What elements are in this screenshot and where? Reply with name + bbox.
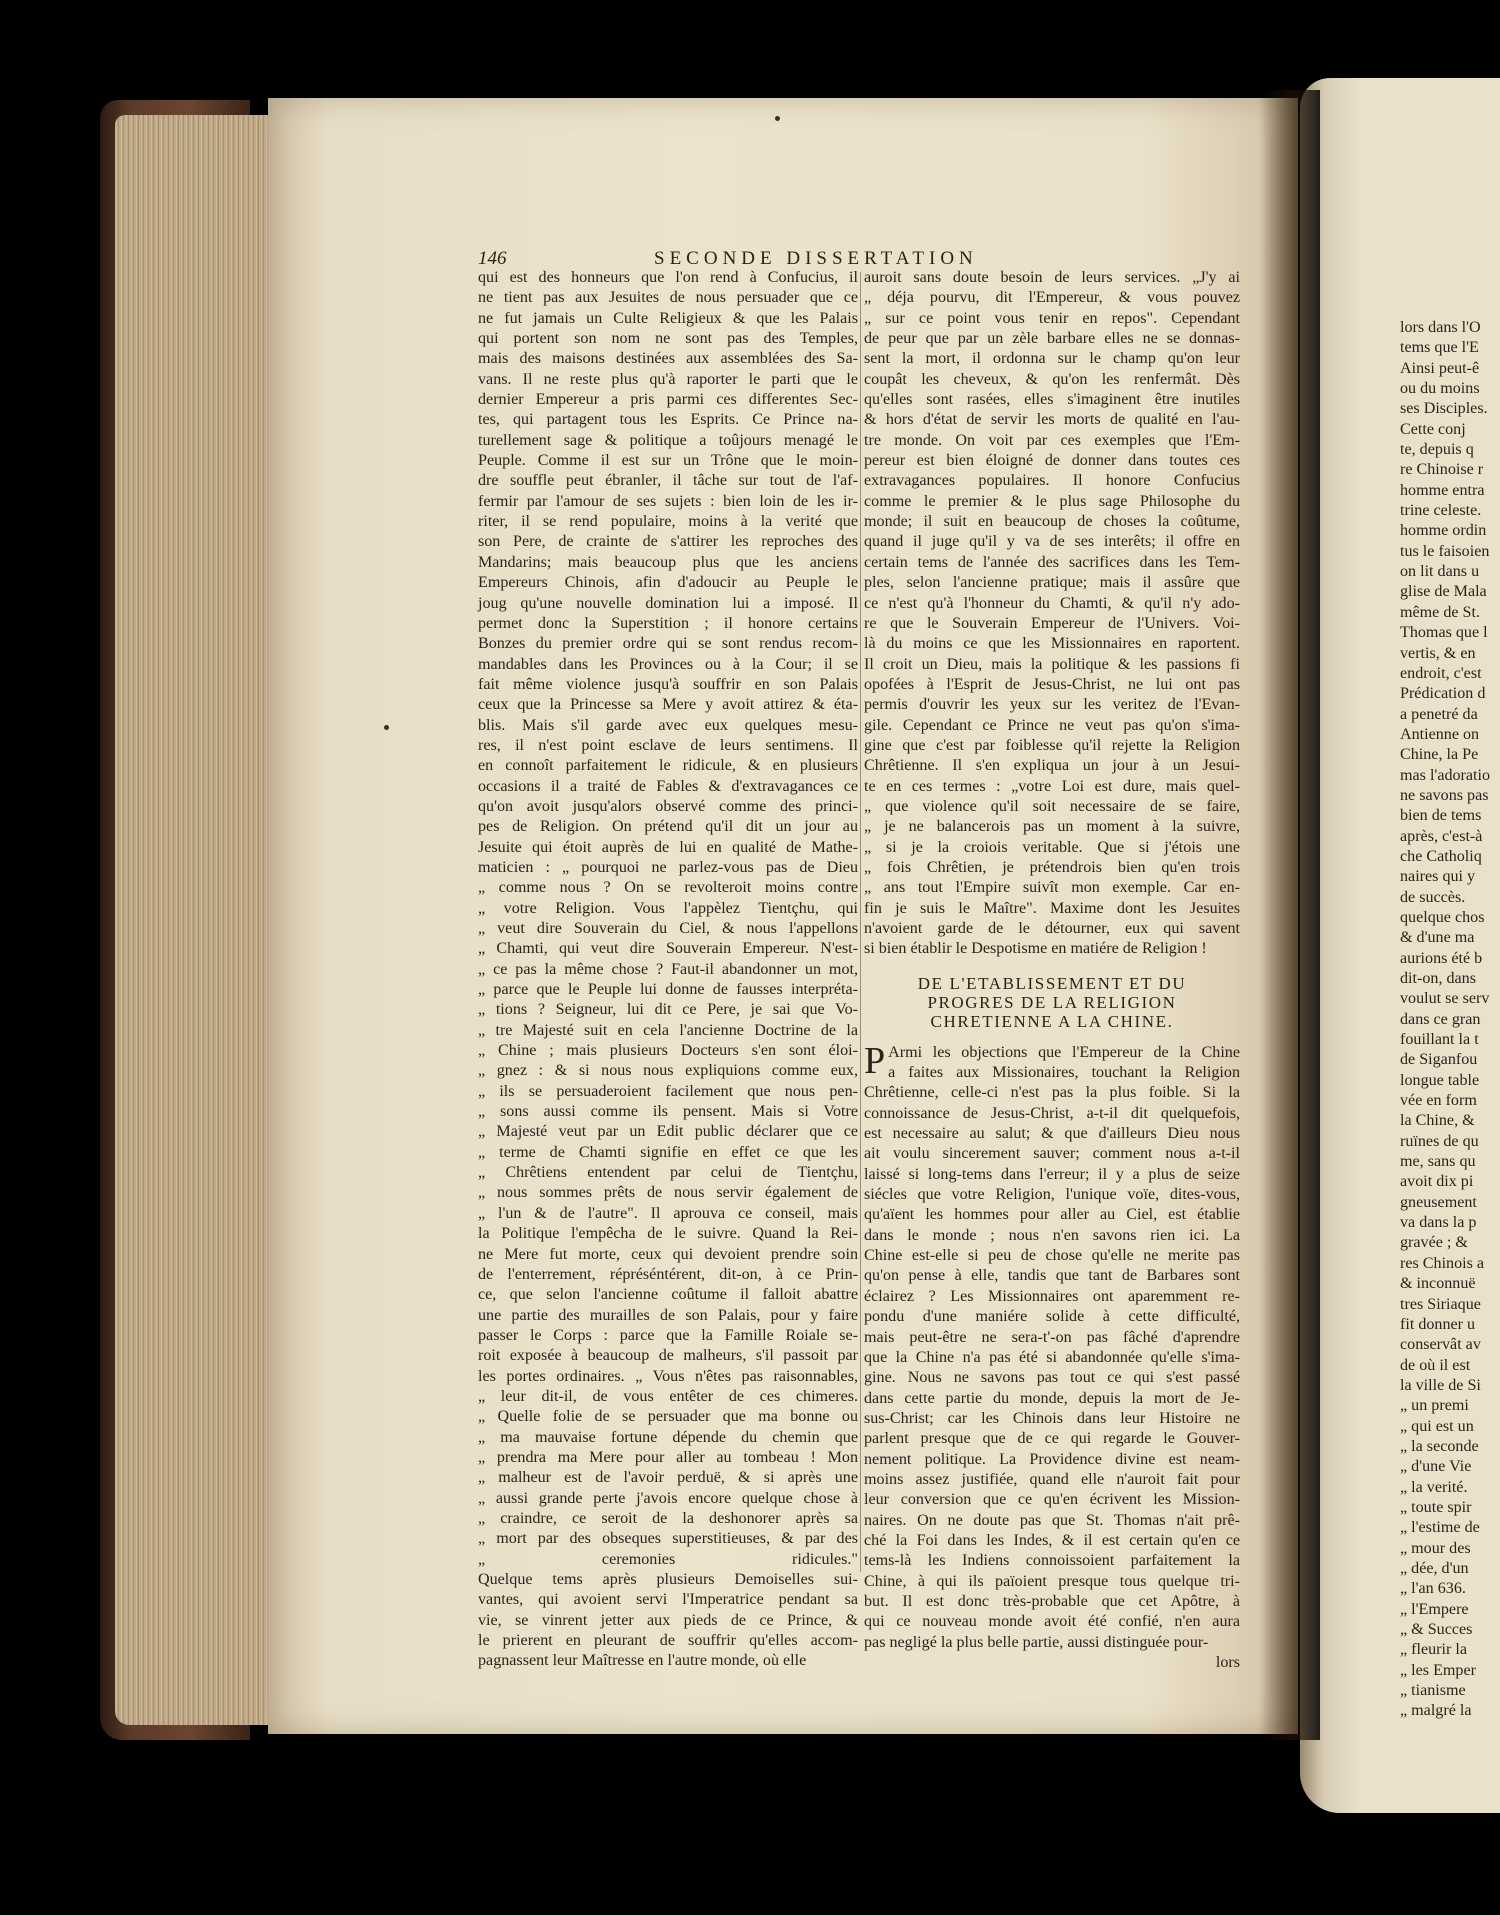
- text-line: moins assez justifiée, quand elle n'auroit fait pour: [864, 1470, 1240, 1488]
- text-line: que la Chine n'a pas été si abandonnée qu'elle s'ima-: [864, 1348, 1240, 1366]
- text-line: Chine est-elle si peu de chose qu'elle ne merite pas: [864, 1247, 1240, 1265]
- facing-text-line: la Chine, &: [1400, 1112, 1475, 1130]
- facing-text-line: „ qui est un: [1400, 1417, 1474, 1435]
- text-line: „ sur ce point vous tenir en repos". Cependant: [864, 309, 1240, 327]
- text-line: qu'aïent les hommes pour aller au Ciel, est établie: [864, 1206, 1240, 1224]
- text-line: nement politique. La Providence divine est neam-: [864, 1450, 1240, 1468]
- heading-line: PROGRES DE LA RELIGION: [927, 992, 1177, 1012]
- text-line: „ fois Chrêtien, je prétendrois bien qu'en trois: [864, 858, 1240, 876]
- text-line: ché la Foi dans les Indes, & il est certain qu'en ce: [864, 1531, 1240, 1549]
- text-line: Bonzes du premier ordre qui se sont rendus recom-: [478, 635, 858, 653]
- facing-text-line: lors dans l'O: [1400, 319, 1481, 336]
- facing-text-line: Thomas que l: [1400, 624, 1488, 642]
- text-line: laissé si long-tems dans l'erreur; il y a plus de seize: [864, 1165, 1240, 1183]
- facing-text-line: ses Disciples.: [1400, 400, 1488, 418]
- text-line: ceux que la Princesse sa Mere y avoit attirez & éta-: [478, 696, 858, 714]
- text-line: „ Chine ; mais plusieurs Docteurs s'en sont éloi-: [478, 1042, 858, 1060]
- text-line: & hors d'état de servir les morts de qualité en l'au-: [864, 411, 1240, 429]
- text-line: mandables dans les Provinces ou à la Cour; il se: [478, 655, 858, 673]
- ink-speck: [384, 725, 389, 730]
- text-line: qu'on pense à elle, tandis que tant de Barbares sont: [864, 1267, 1240, 1285]
- facing-text-line: voulut se serv: [1400, 990, 1490, 1008]
- text-line: „ Chamti, qui veut dire Souverain Empereur. N'est-: [478, 940, 858, 958]
- facing-text-line: de succès.: [1400, 888, 1466, 906]
- text-line: permet donc la Superstition ; il honore certains: [478, 614, 858, 632]
- facing-text-line: de où il est: [1400, 1356, 1471, 1374]
- right-column: [864, 268, 1240, 1671]
- page-edges: [115, 115, 275, 1725]
- facing-text-line: Cette conj: [1400, 420, 1466, 438]
- facing-text-line: avoit dix pi: [1400, 1173, 1474, 1191]
- text-line: „ Majesté veut par un Edit public déclarer que ce: [478, 1123, 858, 1141]
- facing-text-line: ne savons pas: [1400, 786, 1489, 804]
- text-line: joug qu'une nouvelle domination lui a imposé. Il: [478, 594, 858, 612]
- facing-text-line: quelque chos: [1400, 908, 1485, 926]
- text-line: pes de Religion. On prétend qu'il dit un jour au: [478, 818, 858, 836]
- facing-text-line: me, sans qu: [1400, 1153, 1476, 1171]
- text-line: „ leur dit-il, de vous entêter de ces chimeres.: [478, 1387, 858, 1405]
- text-line: mais des maisons destinées aux assemblées des Sa-: [478, 350, 858, 368]
- text-line: pagnassent leur Maîtresse en l'autre monde, où elle: [478, 1652, 807, 1670]
- text-line: opofées à l'Esprit de Jesus-Christ, ne lui ont pas: [864, 675, 1240, 693]
- text-line: dre souffle peut ébranler, il tâche sur tout de l'af-: [478, 472, 858, 490]
- text-line: „ comme nous ? On se revolteroit moins contre: [478, 879, 858, 897]
- text-line: Mandarins; mais beaucoup plus que les anciens: [478, 553, 858, 571]
- text-line: ne fut jamais un Culte Religieux & que les Palais: [478, 309, 858, 327]
- text-line: „ que violence qu'il soit necessaire de se faire,: [864, 797, 1240, 815]
- text-line: „ malheur est de l'avoir perduë, & si après une: [478, 1469, 858, 1487]
- text-line: gile. Cependant ce Prince ne veut pas qu'on s'ima-: [864, 716, 1240, 734]
- text-line: „ tre Majesté suit en cela l'ancienne Doctrine de la: [478, 1021, 858, 1039]
- facing-text-line: „ l'an 636.: [1400, 1580, 1466, 1598]
- column-rule: [860, 272, 861, 1572]
- text-line: comme le premier & le plus sage Philosophe du: [864, 492, 1240, 510]
- catchword: lors: [1215, 1654, 1240, 1671]
- text-line: pereur est bien éloigné de donner dans toutes ces: [864, 452, 1240, 470]
- text-line: son Pere, de crainte de s'attirer les reproches des: [478, 533, 858, 551]
- text-line: une partie des murailles de son Palais, pour y faire: [478, 1306, 858, 1324]
- drop-cap: P: [864, 1039, 886, 1082]
- heading-line: DE L'ETABLISSEMENT ET DU: [917, 973, 1187, 993]
- text-line: „ ans tout l'Empire suivît mon exemple. Car en-: [864, 879, 1240, 897]
- text-line: vantes, qui avoient servi l'Imperatrice pendant sa: [478, 1591, 858, 1609]
- text-line: de peur que par un zèle barbare elles ne se donnas-: [864, 330, 1240, 348]
- text-line: ce, que selon l'ancienne coûtume il falloit abattre: [478, 1286, 858, 1304]
- text-line: de l'enterrement, répréséntérent, dit-on, à ce Prin-: [478, 1265, 858, 1283]
- text-line: naires. On ne doute pas que St. Thomas n'ait prê-: [864, 1511, 1240, 1529]
- text-line: „ sons aussi comme ils pensent. Mais si Votre: [478, 1103, 858, 1121]
- facing-text-line: fit donner u: [1400, 1315, 1476, 1333]
- facing-text-line: de Siganfou: [1400, 1051, 1478, 1069]
- text-line: gine que c'est par foiblesse qu'il rejette la Religion: [864, 736, 1240, 754]
- text-line: „ prendra ma Mere pour aller au tombeau ! Mon: [478, 1448, 858, 1466]
- facing-text-line: „ malgré la: [1400, 1702, 1472, 1720]
- text-line: ne Mere fut morte, ceux qui devoient prendre soin: [478, 1245, 858, 1263]
- text-line: „ ce pas la même chose ? Faut-il abandonner un mot,: [478, 960, 858, 978]
- text-line: tre monde. On voit par ces exemples que l'Em-: [864, 431, 1240, 449]
- text-line: Jesuite qui étoit auprès de lui en qualité de Mathe-: [478, 838, 858, 856]
- book-gutter: [1260, 90, 1320, 1740]
- text-line: permis d'ouvrir les yeux sur les veritez de l'Evan-: [864, 696, 1240, 714]
- facing-text-line: va dans la p: [1400, 1214, 1477, 1232]
- facing-text-line: „ toute spir: [1400, 1498, 1472, 1516]
- text-line: passer le Corps : parce que la Famille Roiale se-: [478, 1326, 858, 1344]
- facing-text-line: re Chinoise r: [1400, 461, 1484, 479]
- text-line: Chrêtienne. Il s'en expliqua un jour à un Jesui-: [864, 757, 1240, 775]
- text-line: „ terme de Chamti signifie en effet ce que les: [478, 1143, 858, 1161]
- facing-text-line: tres Siriaque: [1400, 1295, 1481, 1313]
- facing-text-line: dit-on, dans: [1400, 970, 1476, 987]
- text-line: „ tions ? Seigneur, lui dit ce Pere, je sai que Vo-: [478, 1001, 858, 1019]
- facing-text-line: après, c'est-à: [1400, 827, 1483, 845]
- text-line: maticien : „ pourquoi ne parlez-vous pas de Dieu: [478, 858, 858, 876]
- ink-speck: [775, 116, 780, 121]
- text-line: „ veut dire Souverain du Ciel, & nous l'appellons: [478, 920, 858, 937]
- text-line: fait même violence jusqu'à souffrir en son Palais: [478, 675, 858, 693]
- text-line: Empereurs Chinois, afin d'adoucir au Peuple le: [478, 574, 858, 592]
- text-line: riter, il se rend populaire, moins à la verité que: [478, 513, 858, 531]
- facing-text-line: conservât av: [1400, 1336, 1481, 1354]
- right-column-text: [864, 268, 1240, 960]
- text-line: „ parce que le Peuple lui donne de fausses interpréta-: [478, 981, 858, 999]
- text-line: ne tient pas aux Jesuites de nous persuader que ce: [478, 289, 858, 307]
- text-line: auroit sans doute besoin de leurs services. „J'y ai: [864, 269, 1240, 286]
- facing-text-line: endroit, c'est: [1400, 664, 1482, 682]
- section-heading: [864, 974, 1240, 1031]
- text-line: „ aussi grande perte j'avois encore quelque chose à: [478, 1489, 858, 1507]
- text-line: quand il juge qu'il y va de ses interêts; il offre en: [864, 533, 1240, 551]
- text-line: „ si je la croiois veritable. Que si j'étois une: [864, 838, 1240, 856]
- text-line: ait voulu sincerement sauver; comment nous a-t-il: [864, 1145, 1240, 1163]
- facing-text-line: la ville de Si: [1400, 1376, 1481, 1394]
- text-line: la Politique l'empêcha de le suivre. Quand la Rei-: [478, 1225, 858, 1243]
- text-line: qui est des honneurs que l'on rend à Confucius, il: [478, 269, 858, 286]
- facing-text-line: „ un premi: [1400, 1397, 1469, 1415]
- facing-text-line: a penetré da: [1400, 705, 1478, 723]
- text-line: re que le Souverain Empereur de l'Univers. Voi-: [864, 614, 1240, 632]
- facing-text-line: Ainsi peut-ê: [1400, 359, 1480, 377]
- text-line: siécles que votre Religion, l'unique voïe, dites-vous,: [864, 1186, 1240, 1204]
- facing-text-line: dans ce gran: [1400, 1010, 1481, 1028]
- facing-text-line: ou du moins: [1400, 380, 1480, 398]
- text-line: gine. Nous ne savons pas tout ce qui s'est passé: [864, 1369, 1240, 1387]
- text-line: Il croit un Dieu, mais la politique & les passions fi: [864, 655, 1240, 673]
- facing-text-line: „ la verité.: [1400, 1478, 1468, 1496]
- text-line: „ déja pourvu, dit l'Empereur, & vous pouvez: [864, 289, 1240, 307]
- facing-text-line: gneusement: [1400, 1193, 1477, 1211]
- text-line: dernier Empereur a pris parmi ces differentes Sec-: [478, 391, 858, 409]
- facing-text-line: & d'une ma: [1400, 929, 1475, 947]
- text-line: Chine, à qui ils païoient presque tous quelque tri-: [864, 1572, 1240, 1590]
- text-line: ce n'est qu'à l'honneur du Chamti, & qu'il n'y ado-: [864, 594, 1240, 612]
- facing-text-line: „ mour des: [1400, 1539, 1471, 1557]
- facing-text-line: homme entra: [1400, 481, 1485, 499]
- text-line: Peuple. Comme il est sur un Trône que le moin-: [478, 452, 858, 470]
- text-line: qu'elles sont rasées, elles s'imaginent être inutiles: [864, 391, 1240, 409]
- text-line: „ votre Religion. Vous l'appèlez Tientçhu, qui: [478, 899, 858, 917]
- facing-text-line: fouillant la t: [1400, 1031, 1479, 1049]
- text-line: but. Il est donc très-probable que cet Apôtre, à: [864, 1592, 1240, 1610]
- facing-text-line: tems que l'E: [1400, 339, 1479, 357]
- text-line: „ mort par des obseques superstitieuses, & par des: [478, 1530, 858, 1548]
- text-line: „ Chrêtiens entendent par celui de Tientçhu,: [478, 1164, 858, 1182]
- text-line: éclairez ? Les Missionnaires ont aparemment re-: [864, 1287, 1240, 1305]
- text-line: roit exposée à beaucoup de malheurs, s'il passoit par: [478, 1347, 858, 1365]
- facing-text-line: on lit dans u: [1400, 563, 1480, 581]
- facing-text-line: trine celeste.: [1400, 502, 1482, 520]
- facing-text-line: „ fleurir la: [1400, 1641, 1468, 1659]
- text-line: Chrêtienne, celle-ci n'est pas la plus foible. Si la: [864, 1084, 1240, 1102]
- facing-text-line: Chine, la Pe: [1400, 746, 1479, 764]
- facing-text-line: glise de Mala: [1400, 583, 1487, 601]
- facing-text-line: res Chinois a: [1400, 1254, 1485, 1272]
- facing-text-line: bien de tems: [1400, 807, 1482, 825]
- text-line: qu'on avoit jusqu'alors observé comme des princi-: [478, 797, 858, 815]
- facing-text-line: „ les Emper: [1400, 1661, 1476, 1679]
- text-line: turellement sage & politique a toûjours menagé le: [478, 431, 858, 449]
- section-body: [864, 1039, 1240, 1653]
- facing-text-line: & inconnuë: [1400, 1275, 1476, 1293]
- text-line: certain tems de l'année des sacrifices dans les Tem-: [864, 553, 1240, 571]
- text-line: leur conversion que ce qu'en écrivent les Mission-: [864, 1491, 1240, 1509]
- text-line: tems-là les Indiens connoissoient parfaitement la: [864, 1552, 1240, 1570]
- text-line: les portes ordinaires. „ Vous n'êtes pas raisonnables,: [478, 1367, 858, 1385]
- page-number: 146: [478, 248, 507, 269]
- facing-text-line: gravée ; &: [1400, 1234, 1468, 1252]
- text-line: fermir par l'amour de ses sujets : bien loin de les ir-: [478, 492, 858, 510]
- text-line: extravagances populaires. Il honore Confucius: [864, 472, 1240, 490]
- text-line: sus-Christ; car les Chinois dans leur Histoire ne: [864, 1409, 1240, 1427]
- text-line: a faites aux Missionaires, touchant la Religion: [888, 1064, 1240, 1082]
- text-line: „ ceremonies ridicules.": [478, 1550, 858, 1568]
- text-line: te en ces termes : „votre Loi est dure, mais quel-: [864, 777, 1240, 795]
- text-line: connoissance de Jesus-Christ, a-t-il dit quelquefois,: [864, 1104, 1240, 1122]
- text-line: le prierent en pleurant de souffrir qu'elles accom-: [478, 1632, 858, 1650]
- facing-text-line: „ d'une Vie: [1400, 1458, 1472, 1476]
- text-line: pas negligé la plus belle partie, aussi distinguée pour-: [864, 1633, 1209, 1651]
- text-line: blis. Mais s'il garde avec eux quelques mesu-: [478, 716, 858, 734]
- text-line: fin je suis le Maître". Maxime dont les Jesuites: [864, 899, 1240, 917]
- text-line: „ ma mauvaise fortune dépende du chemin que: [478, 1428, 858, 1446]
- facing-text-line: aurions été b: [1400, 949, 1483, 967]
- text-line: res, il n'est point esclave de leurs sentimens. Il: [478, 736, 858, 754]
- text-line: vie, se vinrent jetter aux pieds de ce Prince, &: [478, 1611, 858, 1629]
- facing-text-line: Antienne on: [1400, 725, 1480, 743]
- text-line: Quelque tems après plusieurs Demoiselles sui-: [478, 1571, 858, 1588]
- text-line: là du moins ce que les Missionnaires en raportent.: [864, 635, 1240, 653]
- facing-text-line: homme ordin: [1400, 522, 1487, 540]
- facing-text-line: ruïnes de qu: [1400, 1132, 1479, 1150]
- text-line: mais peut-être ne sera-t'-on pas fâché d'aprendre: [864, 1328, 1240, 1346]
- text-line: sent la mort, il ordonna sur le champ qu'on leur: [864, 350, 1240, 368]
- facing-text-line: „ l'Empere: [1400, 1600, 1469, 1618]
- text-line: „ je ne balancerois pas un moment à la suivre,: [864, 818, 1240, 836]
- text-line: Armi les objections que l'Empereur de la Chine: [888, 1043, 1240, 1061]
- facing-text-line: „ l'estime de: [1400, 1519, 1480, 1537]
- text-line: monde; il suit en beaucoup de choses la coûtume,: [864, 513, 1240, 531]
- running-head: SECONDE DISSERTATION: [654, 248, 978, 269]
- text-line: coupât les cheveux, & qu'on les renfermât. Dès: [864, 370, 1240, 388]
- facing-text-line: „ la seconde: [1400, 1437, 1479, 1455]
- text-line: „ l'un & de l'autre". Il aprouva ce conseil, mais: [478, 1204, 858, 1222]
- text-line: ples, selon l'ancienne pratique; mais il assûre que: [864, 574, 1240, 592]
- facing-text-line: même de St.: [1400, 603, 1481, 621]
- facing-text-line: naires qui y: [1400, 868, 1476, 886]
- text-line: tes, qui partagent tous les Esprits. Ce Prince na-: [478, 411, 858, 429]
- text-line: n'avoient garde de le détourner, eux qui savent: [864, 920, 1240, 937]
- text-line: qui ce nouveau monde avoit été confié, n'en aura: [864, 1613, 1240, 1631]
- text-line: est necessaire au salut; & que d'ailleurs Dieu nous: [864, 1125, 1240, 1143]
- facing-text-line: mas l'adoratio: [1400, 766, 1491, 784]
- facing-page-column: [1400, 318, 1500, 1720]
- facing-text-line: longue table: [1400, 1071, 1480, 1089]
- text-line: en connoît parfaitement le ridicule, & en plusieurs: [478, 757, 858, 775]
- left-column: [478, 268, 858, 1670]
- facing-text-line: vertis, & en: [1400, 644, 1476, 662]
- facing-text-line: te, depuis q: [1400, 441, 1474, 459]
- text-line: si bien établir le Despotisme en matiére de Religion !: [864, 940, 1207, 958]
- facing-text-line: vée en form: [1400, 1092, 1477, 1110]
- text-line: „ Quelle folie de se persuader que ma bonne ou: [478, 1408, 858, 1426]
- text-line: parlent presque que de ce qui regarde le Gouver-: [864, 1430, 1240, 1448]
- text-line: „ ils se persuaderoient facilement que nous pen-: [478, 1082, 858, 1100]
- text-line: „ nous sommes prêts de nous servir également de: [478, 1184, 858, 1202]
- facing-text-line: „ tianisme: [1400, 1682, 1466, 1700]
- text-line: qui portent son nom ne sont pas des Temples,: [478, 330, 858, 348]
- facing-text-line: tus le faisoien: [1400, 542, 1490, 560]
- text-line: occasions il a traité de Fables & d'extravagances ce: [478, 777, 858, 795]
- heading-line: CHRETIENNE A LA CHINE.: [930, 1011, 1174, 1031]
- text-line: „ gnez : & si nous nous expliquions comme eux,: [478, 1062, 858, 1080]
- text-line: dans cette partie du monde, depuis la mort de Je-: [864, 1389, 1240, 1407]
- text-line: dans le monde ; nous n'en savons rien ici. La: [864, 1226, 1240, 1244]
- text-line: „ craindre, ce seroit de la deshonorer après sa: [478, 1509, 858, 1527]
- text-line: vans. Il ne reste plus qu'à raporter le parti que le: [478, 370, 858, 388]
- text-line: pondu d'une maniére solide à cette difficulté,: [864, 1308, 1240, 1326]
- facing-text-line: „ & Succes: [1400, 1621, 1473, 1638]
- facing-text-line: Prédication d: [1400, 685, 1486, 703]
- facing-text-line: „ dée, d'un: [1400, 1559, 1469, 1577]
- facing-text-line: che Catholiq: [1400, 847, 1482, 865]
